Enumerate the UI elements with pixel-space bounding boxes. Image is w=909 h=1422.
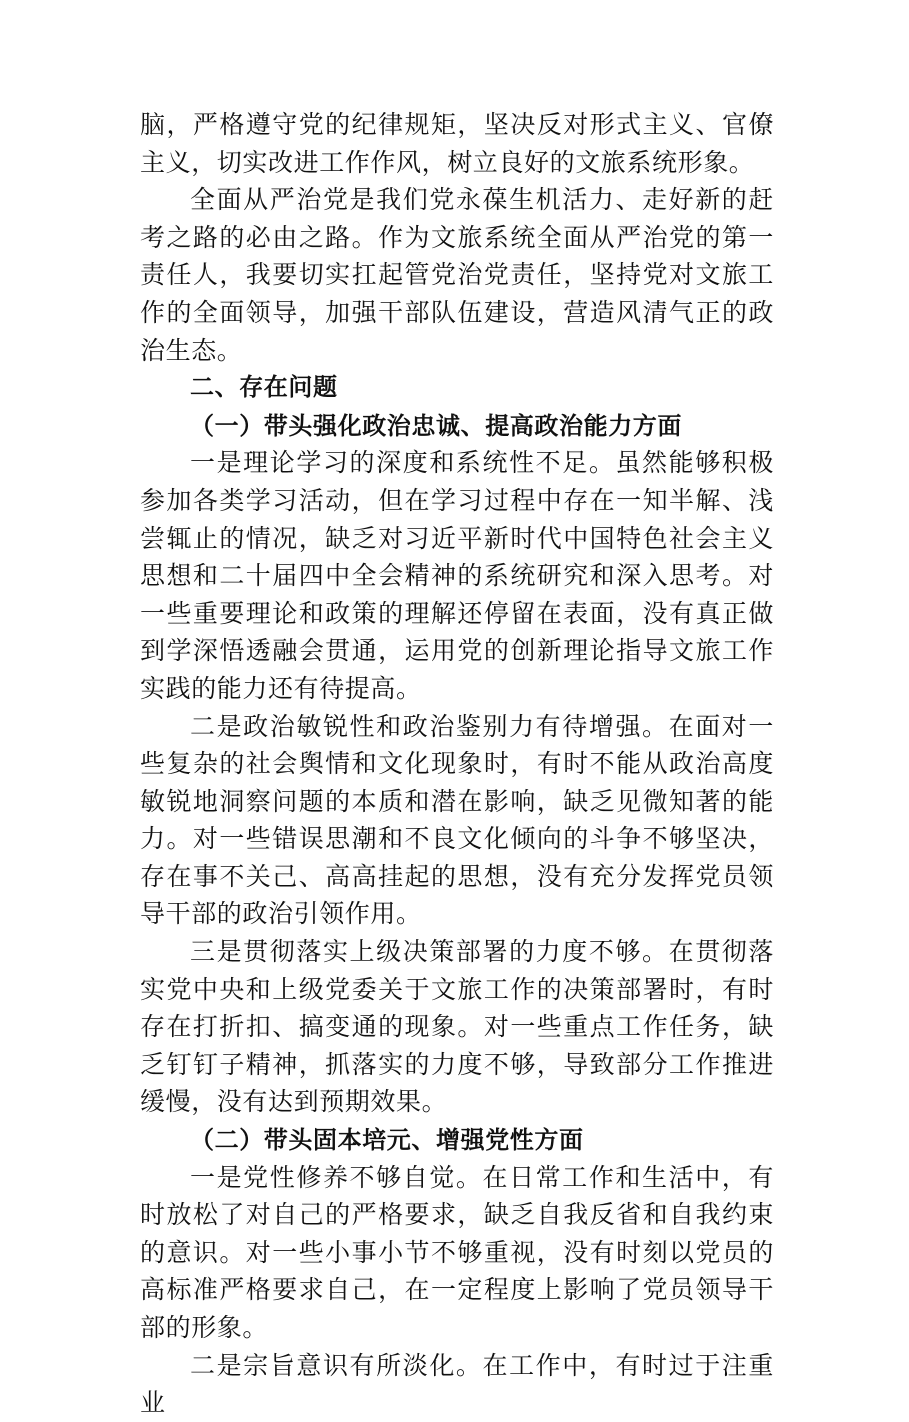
- section-heading: 二、存在问题: [190, 373, 338, 402]
- paragraph: 二是宗旨意识有所淡化。在工作中，有时过于注重业: [140, 1350, 774, 1418]
- paragraph: 一是理论学习的深度和系统性不足。虽然能够积极参加各类学习活动，但在学习过程中存在一知半解、浅尝辄止的情况，缺乏对习近平新时代中国特色社会主义思想和二十届四中全会精神的系统研究和深入思考。对一些重要理论和政策的理解还停留在表面，没有真正做到学深悟透融会贯通，运用党的创新理论指导文旅工作实践的能力还有待提高。: [140, 448, 774, 703]
- paragraph: 脑，严格遵守党的纪律规矩，坚决反对形式主义、官僚主义，切实改进工作作风，树立良好的文旅系统形象。: [140, 110, 774, 177]
- subsection-heading: （一）带头强化政治忠诚、提高政治能力方面: [190, 410, 682, 440]
- paragraph: 一是党性修养不够自觉。在日常工作和生活中，有时放松了对自己的严格要求，缺乏自我反省和自我约束的意识。对一些小事小节不够重视，没有时刻以党员的高标准严格要求自己，在一定程度上影响了党员领导干部的形象。: [140, 1162, 774, 1342]
- paragraph: 全面从严治党是我们党永葆生机活力、走好新的赶考之路的必由之路。作为文旅系统全面从严治党的第一责任人，我要切实扛起管党治党责任，坚持党对文旅工作的全面领导，加强干部队伍建设，营造风清气正的政治生态。: [140, 185, 774, 365]
- paragraph: 三是贯彻落实上级决策部署的力度不够。在贯彻落实党中央和上级党委关于文旅工作的决策部署时，有时存在打折扣、搞变通的现象。对一些重点工作任务，缺乏钉钉子精神，抓落实的力度不够，导致部分工作推进缓慢，没有达到预期效果。: [140, 937, 774, 1117]
- paragraph: 二是政治敏锐性和政治鉴别力有待增强。在面对一些复杂的社会舆情和文化现象时，有时不能从政治高度敏锐地洞察问题的本质和潜在影响，缺乏见微知著的能力。对一些错误思潮和不良文化倾向的斗争不够坚决，存在事不关己、高高挂起的思想，没有充分发挥党员领导干部的政治引领作用。: [140, 711, 774, 929]
- document-body: [140, 106, 774, 1422]
- subsection-heading: （二）带头固本培元、增强党性方面: [190, 1125, 584, 1155]
